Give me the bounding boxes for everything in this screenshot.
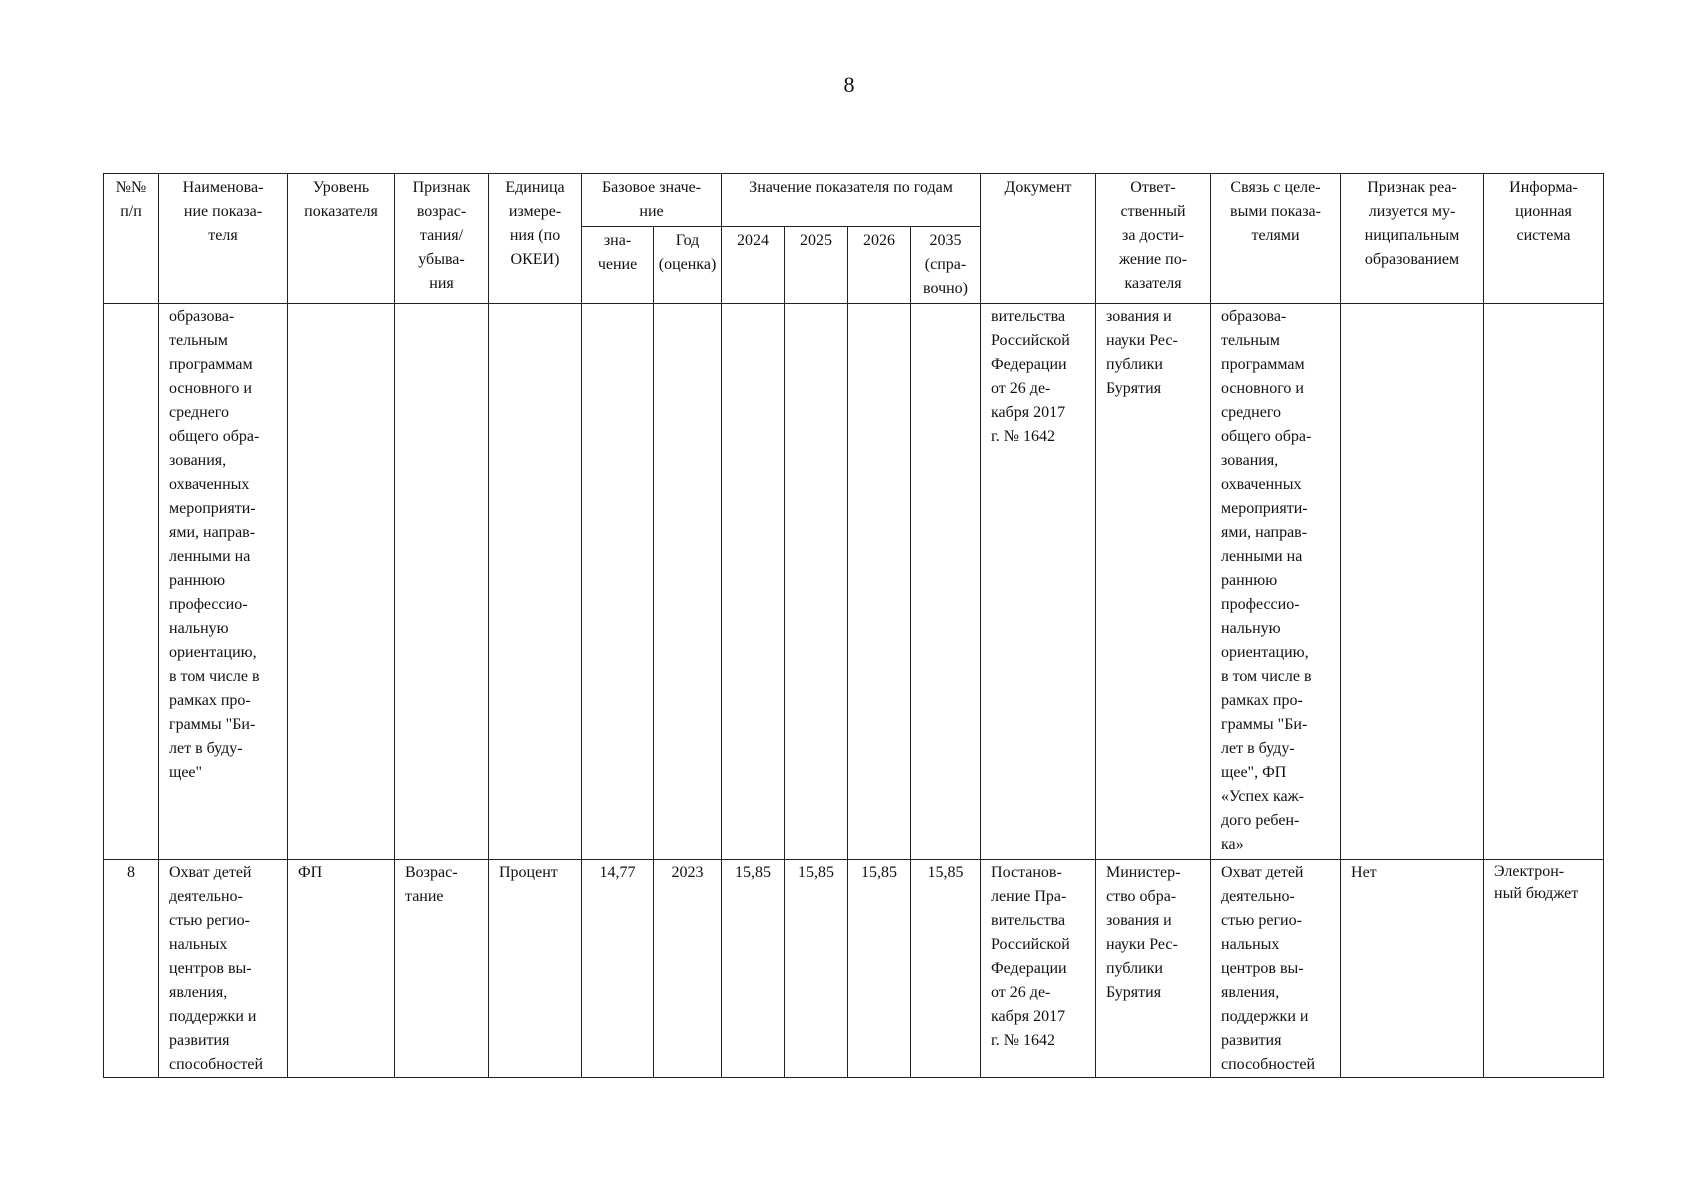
header-system: Информа- ционная система (1484, 174, 1604, 304)
cell-name: образова- тельным программам основного и среднего общего обра- зования, охваченных мероприяти- ями, направ- ленными на раннюю профессио- нальную ориентацию, в том числе в рамках про- граммы "Би- лет в буду- щее" (159, 304, 288, 860)
cell-base-value (582, 304, 654, 860)
header-base-year: Год (оценка) (654, 227, 722, 304)
cell-no: 8 (104, 860, 159, 1078)
header-link: Связь с целе- выми показа- телями (1211, 174, 1341, 304)
header-base-value: зна- чение (582, 227, 654, 304)
header-year-2024: 2024 (722, 227, 785, 304)
cell-base-year (654, 304, 722, 860)
cell-value-2024: 15,85 (722, 860, 785, 1078)
cell-value-2026: 15,85 (848, 860, 911, 1078)
cell-value-2024 (722, 304, 785, 860)
cell-trend (395, 304, 489, 860)
table-row (104, 860, 1604, 1078)
header-name: Наименова- ние показа- теля (159, 174, 288, 304)
header-no: №№ п/п (104, 174, 159, 304)
header-document: Документ (981, 174, 1096, 304)
cell-document: вительства Российской Федерации от 26 де- кабря 2017 г. № 1642 (981, 304, 1096, 860)
cell-municipal: Нет (1341, 860, 1484, 1078)
cell-value-2025 (785, 304, 848, 860)
header-year-2035: 2035 (спра- вочно) (911, 227, 981, 304)
cell-unit (489, 304, 582, 860)
header-level: Уровень показателя (288, 174, 395, 304)
page-number: 8 (843, 72, 855, 97)
indicators-table (103, 173, 1604, 1078)
cell-no (104, 304, 159, 860)
header-base: Базовое значе- ние (582, 174, 722, 227)
cell-base-year: 2023 (654, 860, 722, 1078)
cell-system (1484, 304, 1604, 860)
cell-value-2026 (848, 304, 911, 860)
cell-responsible: Министер- ство обра- зования и науки Рес- публики Бурятия (1096, 860, 1211, 1078)
cell-link: Охват детей деятельно- стью регио- нальных центров вы- явления, поддержки и развития способностей (1211, 860, 1341, 1078)
header-trend: Признак возрас- тания/ убыва- ния (395, 174, 489, 304)
cell-base-value: 14,77 (582, 860, 654, 1078)
cell-document: Постанов- ление Пра- вительства Российской Федерации от 26 де- кабря 2017 г. № 1642 (981, 860, 1096, 1078)
cell-level: ФП (288, 860, 395, 1078)
cell-unit: Процент (489, 860, 582, 1078)
cell-responsible: зования и науки Рес- публики Бурятия (1096, 304, 1211, 860)
header-responsible: Ответ- ственный за дости- жение по- казателя (1096, 174, 1211, 304)
header-years: Значение показателя по годам (722, 174, 981, 227)
header-municipal: Признак реа- лизуется му- ниципальным образованием (1341, 174, 1484, 304)
cell-system: Электрон- ный бюджет (1484, 860, 1604, 1078)
cell-link: образова- тельным программам основного и среднего общего обра- зования, охваченных мероприяти- ями, направ- ленными на раннюю профессио- нальную ориентацию, в том числе в рамках про- граммы "Би- лет в буду- щее", ФП «Успех каж- дого ребен- ка» (1211, 304, 1341, 860)
cell-level (288, 304, 395, 860)
cell-value-2025: 15,85 (785, 860, 848, 1078)
cell-value-2035: 15,85 (911, 860, 981, 1078)
cell-municipal (1341, 304, 1484, 860)
header-unit: Единица измере- ния (по ОКЕИ) (489, 174, 582, 304)
header-year-2025: 2025 (785, 227, 848, 304)
header-row-1 (104, 174, 1604, 227)
header-year-2026: 2026 (848, 227, 911, 304)
cell-name: Охват детей деятельно- стью регио- нальных центров вы- явления, поддержки и развития способностей (159, 860, 288, 1078)
cell-trend: Возрас- тание (395, 860, 489, 1078)
table-row (104, 304, 1604, 860)
cell-value-2035 (911, 304, 981, 860)
